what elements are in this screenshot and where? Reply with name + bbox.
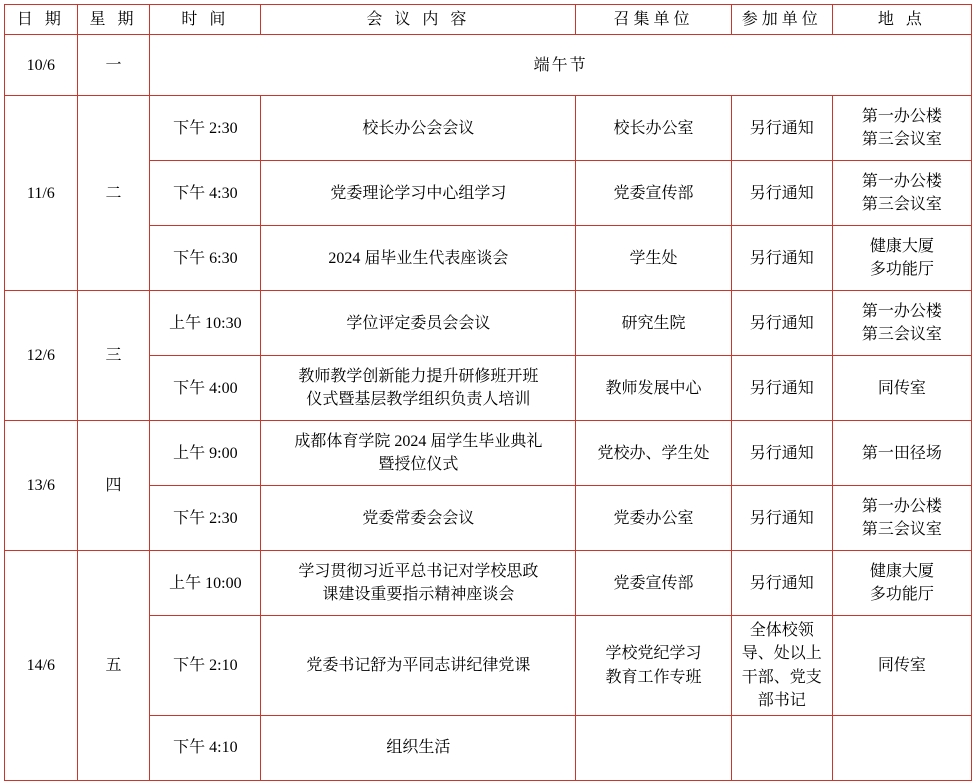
- table-row: [5, 616, 972, 716]
- cell-attendees: 另行通知: [731, 356, 832, 421]
- header-attendees: 参加单位: [731, 5, 832, 35]
- cell-place: [832, 715, 971, 780]
- topic-line-2: 暨授位仪式: [378, 456, 459, 474]
- cell-attendees: 另行通知: [731, 96, 832, 161]
- cell-topic: [261, 356, 576, 421]
- cell-date: 12/6: [5, 291, 78, 421]
- table-row: [5, 486, 972, 551]
- cell-time: 上午 10:30: [150, 291, 261, 356]
- header-row: [5, 5, 972, 35]
- attendees-line-1: 全体校领: [749, 622, 814, 640]
- table-row: [5, 35, 972, 96]
- header-date: 日 期: [5, 5, 78, 35]
- table-row: [5, 226, 972, 291]
- cell-host: 党委宣传部: [576, 161, 731, 226]
- cell-place: 第一田径场: [832, 421, 971, 486]
- topic-line-1: 成都体育学院 2024 届学生毕业典礼: [294, 433, 543, 450]
- topic-line-1: 学习贯彻习近平总书记对学校思政: [298, 563, 539, 580]
- cell-attendees: [731, 715, 832, 780]
- cell-holiday-note: 端午节: [150, 35, 972, 96]
- place-line-2: 第三会议室: [861, 131, 942, 149]
- table-row: [5, 356, 972, 421]
- cell-place: [832, 96, 971, 161]
- cell-host: 研究生院: [576, 291, 731, 356]
- cell-date: 11/6: [5, 96, 78, 291]
- cell-weekday: 四: [77, 421, 150, 551]
- cell-place: 同传室: [832, 616, 971, 716]
- cell-time: 下午 2:30: [150, 96, 261, 161]
- cell-topic: 学位评定委员会会议: [261, 291, 576, 356]
- host-line-1: 学校党纪学习: [605, 645, 702, 663]
- topic-line-1: 教师教学创新能力提升研修班开班: [298, 368, 539, 385]
- cell-attendees: 另行通知: [731, 226, 832, 291]
- cell-topic: 党委理论学习中心组学习: [261, 161, 576, 226]
- table-row: [5, 551, 972, 616]
- place-line-1: 第一办公楼: [861, 108, 942, 125]
- cell-place: [832, 161, 971, 226]
- header-place: 地 点: [832, 5, 971, 35]
- host-line-2: 教育工作专班: [605, 668, 702, 686]
- cell-place: [832, 226, 971, 291]
- table-header: [5, 5, 972, 35]
- cell-weekday: 二: [77, 96, 150, 291]
- cell-topic: 党委常委会会议: [261, 486, 576, 551]
- cell-host: [576, 616, 731, 716]
- cell-attendees: 另行通知: [731, 421, 832, 486]
- cell-topic: [261, 421, 576, 486]
- cell-place: [832, 486, 971, 551]
- cell-time: 下午 4:30: [150, 161, 261, 226]
- header-host: 召集单位: [576, 5, 731, 35]
- place-line-2: 第三会议室: [861, 326, 942, 344]
- place-line-2: 第三会议室: [861, 196, 942, 214]
- topic-line-2: 仪式暨基层教学组织负责人培训: [306, 391, 531, 409]
- cell-host: 党校办、学生处: [576, 421, 731, 486]
- place-line-1: 健康大厦: [869, 238, 934, 255]
- cell-topic: [261, 551, 576, 616]
- attendees-line-4: 部书记: [757, 691, 806, 709]
- topic-line-2: 课建设重要指示精神座谈会: [322, 586, 515, 604]
- table-row: [5, 291, 972, 356]
- cell-time: 下午 6:30: [150, 226, 261, 291]
- cell-date: 13/6: [5, 421, 78, 551]
- table-body: [5, 35, 972, 781]
- cell-host: 党委办公室: [576, 486, 731, 551]
- cell-time: 下午 4:10: [150, 715, 261, 780]
- cell-place: [832, 291, 971, 356]
- cell-topic: 党委书记舒为平同志讲纪律党课: [261, 616, 576, 716]
- cell-place: 同传室: [832, 356, 971, 421]
- cell-time: 下午 4:00: [150, 356, 261, 421]
- meeting-schedule-table: [4, 4, 972, 781]
- cell-host: 校长办公室: [576, 96, 731, 161]
- place-line-2: 多功能厅: [869, 586, 934, 604]
- place-line-2: 第三会议室: [861, 521, 942, 539]
- cell-time: 上午 10:00: [150, 551, 261, 616]
- cell-host: 党委宣传部: [576, 551, 731, 616]
- table-row: [5, 715, 972, 780]
- cell-place: [832, 551, 971, 616]
- header-topic: 会 议 内 容: [261, 5, 576, 35]
- cell-attendees: 另行通知: [731, 161, 832, 226]
- cell-attendees: 另行通知: [731, 486, 832, 551]
- table-row: [5, 161, 972, 226]
- cell-weekday: 五: [77, 551, 150, 781]
- place-line-1: 第一办公楼: [861, 303, 942, 320]
- cell-host: 学生处: [576, 226, 731, 291]
- cell-topic: 组织生活: [261, 715, 576, 780]
- table-row: [5, 96, 972, 161]
- cell-time: 下午 2:10: [150, 616, 261, 716]
- cell-date: 10/6: [5, 35, 78, 96]
- cell-attendees: 另行通知: [731, 551, 832, 616]
- header-time: 时 间: [150, 5, 261, 35]
- cell-topic: 校长办公会会议: [261, 96, 576, 161]
- cell-host: 教师发展中心: [576, 356, 731, 421]
- header-weekday: 星 期: [77, 5, 150, 35]
- cell-time: 下午 2:30: [150, 486, 261, 551]
- cell-weekday: 三: [77, 291, 150, 421]
- cell-host: [576, 715, 731, 780]
- place-line-1: 第一办公楼: [861, 498, 942, 515]
- table-row: [5, 421, 972, 486]
- cell-time: 上午 9:00: [150, 421, 261, 486]
- place-line-1: 第一办公楼: [861, 173, 942, 190]
- cell-attendees: [731, 616, 832, 716]
- cell-date: 14/6: [5, 551, 78, 781]
- place-line-1: 健康大厦: [869, 563, 934, 580]
- cell-topic: 2024 届毕业生代表座谈会: [261, 226, 576, 291]
- cell-weekday: 一: [77, 35, 150, 96]
- cell-attendees: 另行通知: [731, 291, 832, 356]
- attendees-line-3: 干部、党支: [741, 668, 822, 686]
- attendees-line-2: 导、处以上: [741, 645, 822, 663]
- place-line-2: 多功能厅: [869, 261, 934, 279]
